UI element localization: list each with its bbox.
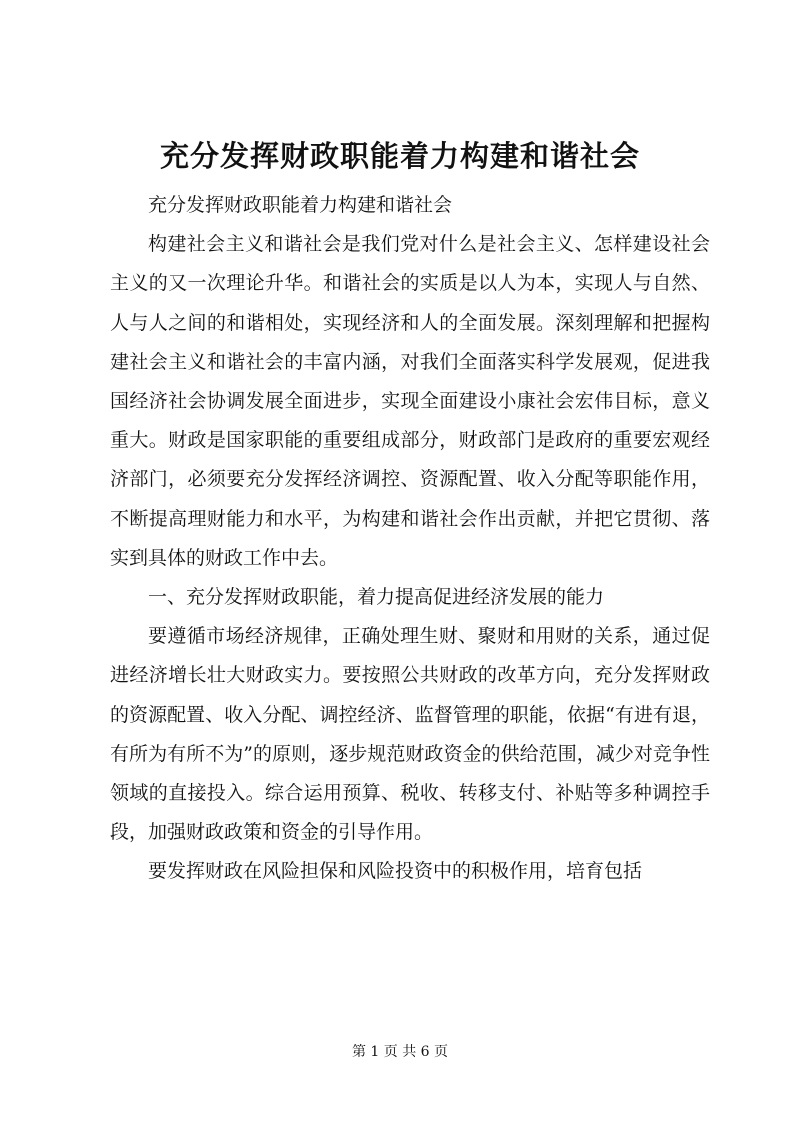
body-paragraph: 要发挥财政在风险担保和风险投资中的积极作用，培育包括 <box>148 860 643 883</box>
document-body <box>110 186 710 892</box>
section-heading: 一、充分发挥财政职能，着力提高促进经济发展的能力 <box>148 586 605 609</box>
body-paragraph: 构建社会主义和谐社会是我们党对什么是社会主义、怎样建设社会主义的又一次理论升华。和谐社会的实质是以人为本，实现人与自然、人与人之间的和谐相处，实现经济和人的全面发展。深刻理解和把握构建社会主义和谐社会的丰富内涵，对我们全面落实科学发展观，促进我国经济社会协调发展全面进步，实现全面建设小康社会宏伟目标，意义重大。财政是国家职能的重要组成部分，财政部门是政府的重要宏观经济部门，必须要充分发挥经济调控、资源配置、收入分配等职能作用，不断提高理财能力和水平，为构建和谐社会作出贡献，并把它贯彻、落实到具体的财政工作中去。 <box>110 233 710 569</box>
subtitle-paragraph: 充分发挥财政职能着力构建和谐社会 <box>148 194 453 216</box>
page-footer: 第 1 页 共 6 页 <box>351 1044 449 1060</box>
body-paragraph: 要遵循市场经济规律，正确处理生财、聚财和用财的关系，通过促进经济增长壮大财政实力。要按照公共财政的改革方向，充分发挥财政的资源配置、收入分配、调控经济、监督管理的职能，依据“有进有退，有所为有所不为”的原则，逐步规范财政资金的供给范围，减少对竞争性领域的直接投入。综合运用预算、税收、转移支付、补贴等多种调控手段，加强财政政策和资金的引导作用。 <box>110 625 710 844</box>
document-title: 充分发挥财政职能着力构建和谐社会 <box>159 139 640 173</box>
